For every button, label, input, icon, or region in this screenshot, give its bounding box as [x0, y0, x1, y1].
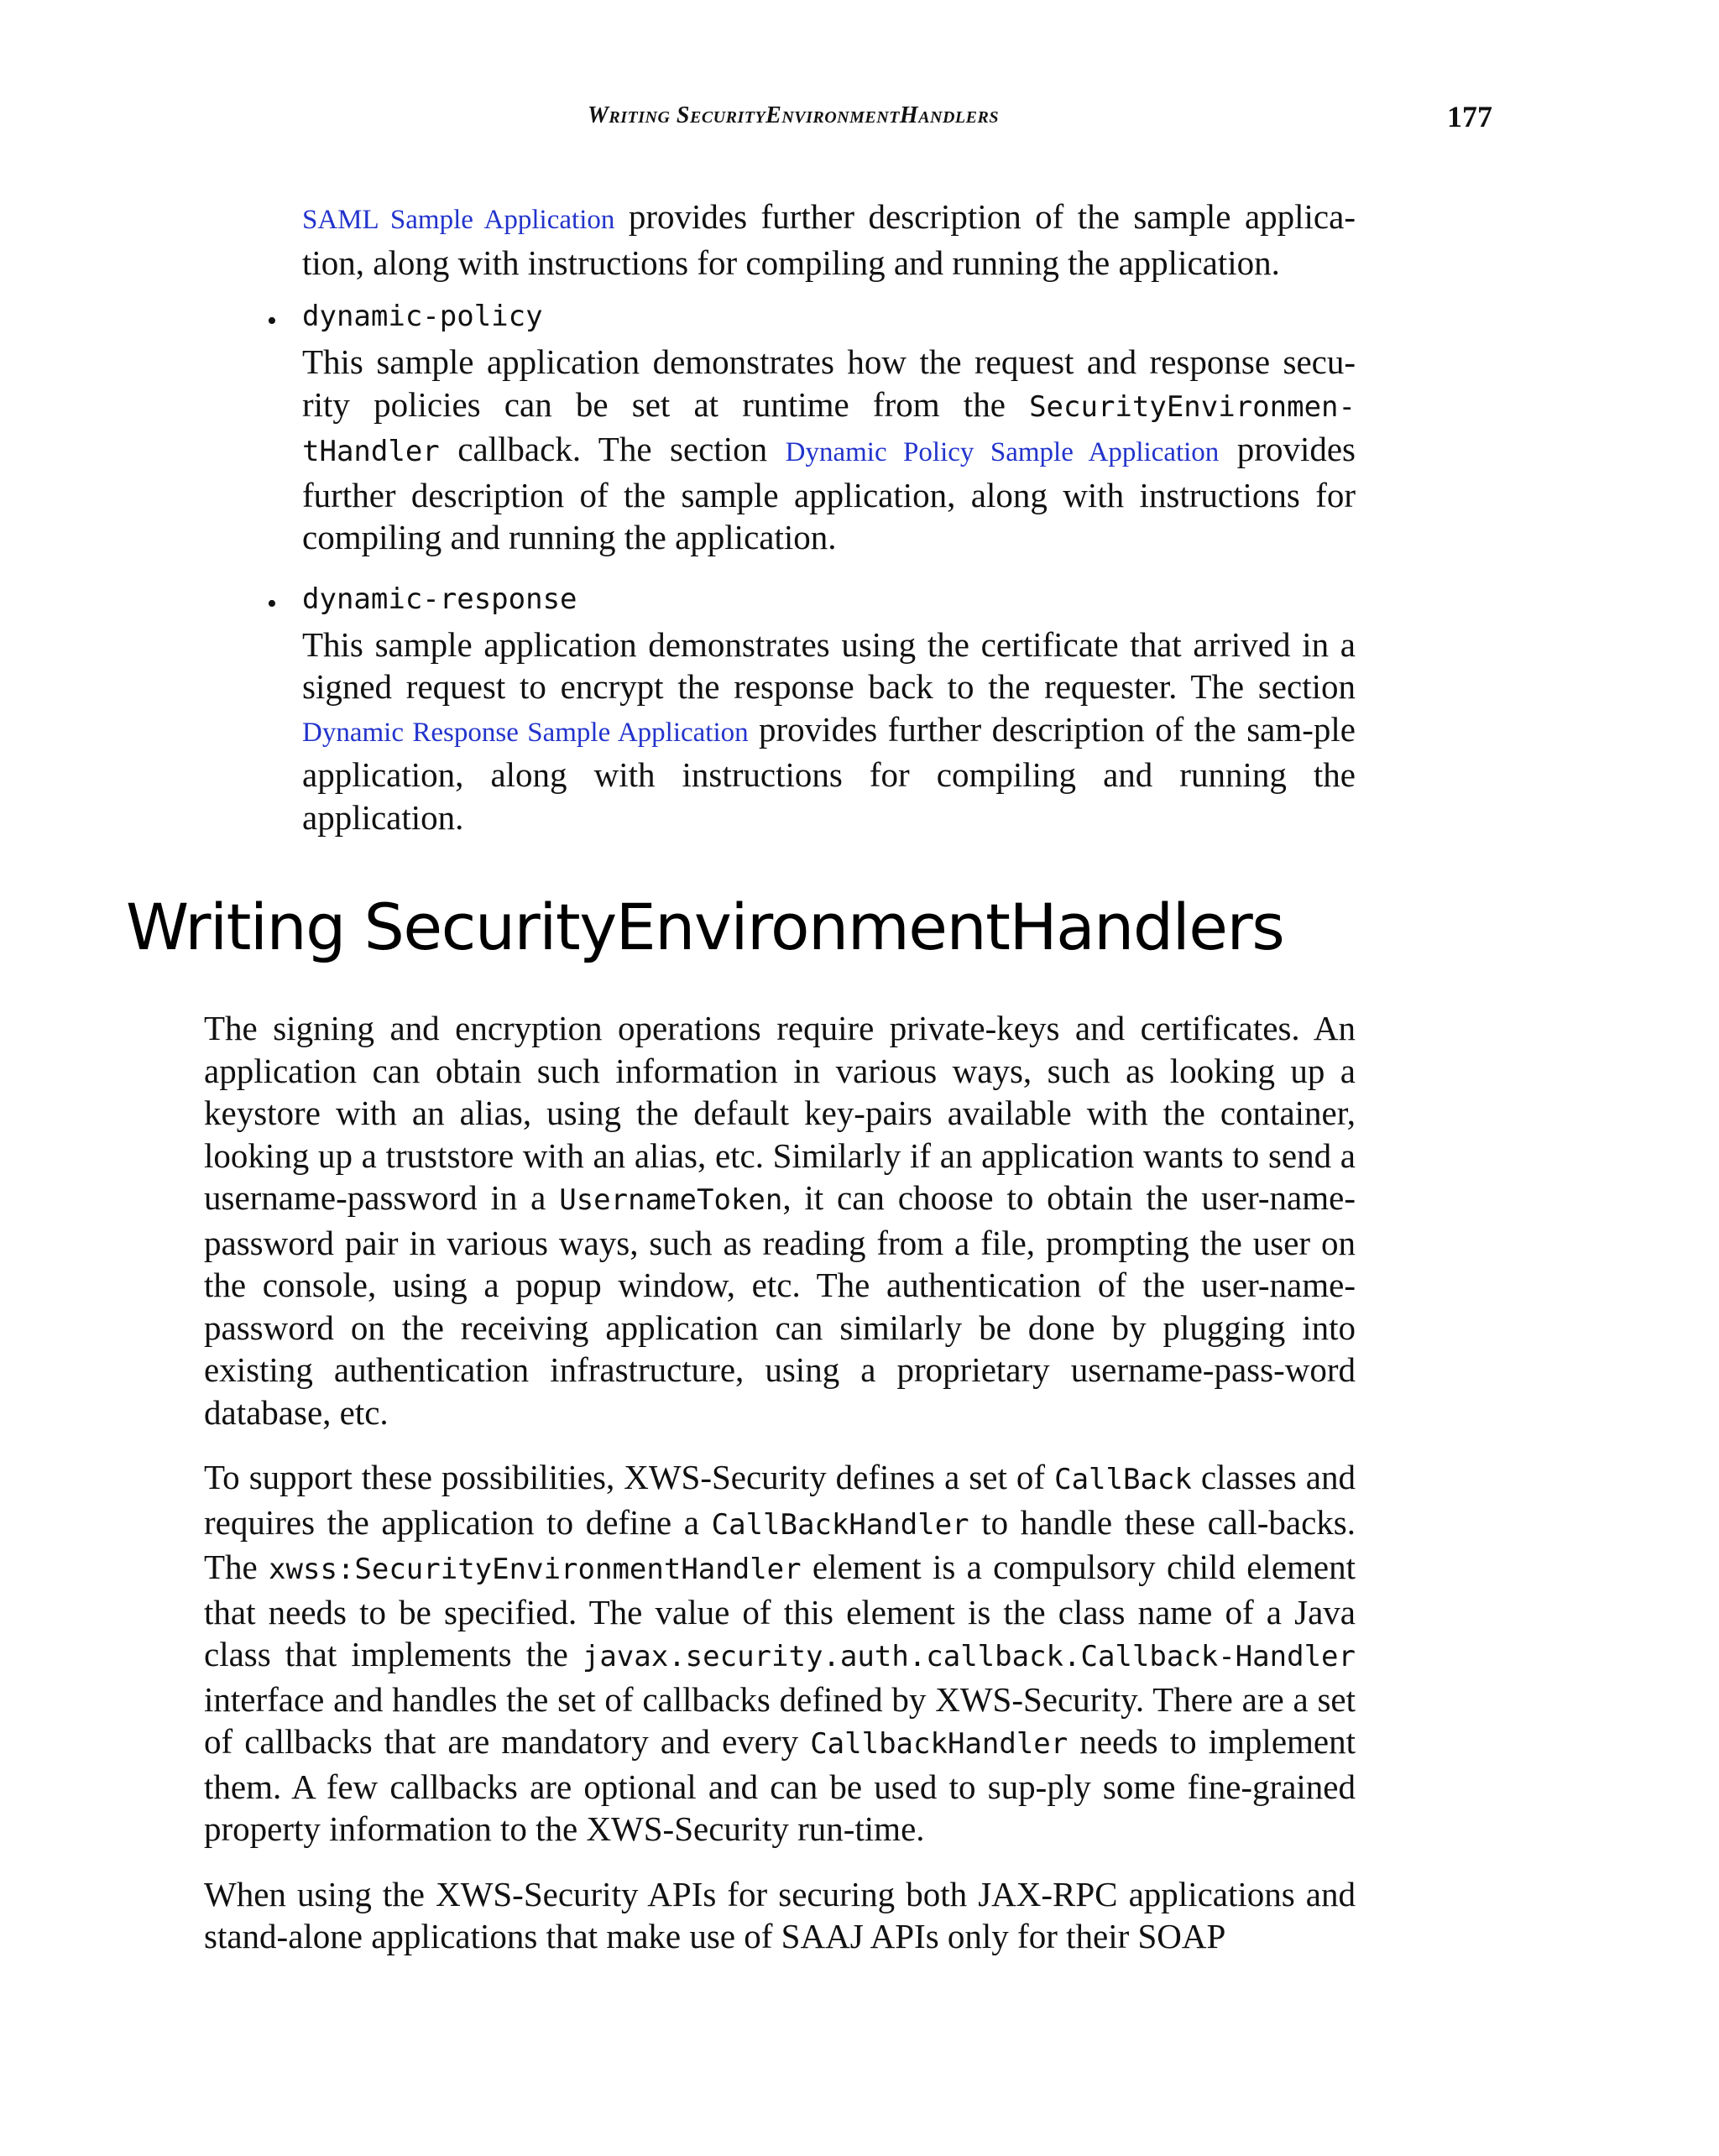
inline-code: javax.security.auth.callback.Callback-Handler [582, 1640, 1356, 1673]
inline-code: xwss:SecurityEnvironmentHandler [269, 1553, 802, 1586]
inline-code: CallBack [1054, 1463, 1192, 1496]
saml-sample-link[interactable]: SAML Sample Application [302, 205, 615, 235]
page-number: 177 [1447, 100, 1492, 133]
list-item [252, 295, 1356, 559]
intro-paragraph [302, 196, 1356, 284]
section-title: Writing SecurityEnvironmentHandlers [126, 890, 1284, 964]
inline-code: CallBackHandler [711, 1507, 969, 1542]
bullet-icon: • [267, 305, 277, 337]
inline-code: SecurityEnvironmen-tHandler [302, 389, 1356, 468]
bullet-title: dynamic-response [302, 582, 577, 616]
bullet-description: This sample application demonstrates using the certificate that arrived in a signed request to encrypt the response back to the requester. The section Dynamic Response Sample Application provides further description of the sam-ple application, along with instructions for compiling and running the application. [302, 624, 1356, 837]
inline-code: UsernameToken [559, 1183, 783, 1217]
running-head: Writing SecurityEnvironmentHandlers [588, 102, 999, 128]
paragraph: When using the XWS-Security APIs for securing both JAX-RPC applications and stand-alone applications that make use of SAAJ APIs only for their SOAP [204, 1874, 1356, 1955]
bullet-title: dynamic-policy [302, 300, 543, 333]
dynamic-response-link[interactable]: Dynamic Response Sample Application [302, 717, 749, 748]
paragraph: The signing and encryption operations require private-keys and certificates. An application can obtain such information in various ways, such as looking up a keystore with an alias, using the default key-pairs available with the container, looking up a truststore with an alias, etc. Similarly if an application wants to send a username-password in a UsernameToken, it can choose to obtain the user-name-password pair in various ways, such as reading from a file, prompting the user on the console, using a popup window, etc. The authentication of the user-name-password on the receiving application can similarly be done by plugging into existing authentication infrastructure, using a proprietary username-pass-word database, etc. [204, 1009, 1356, 1432]
intro-text: provides further description of the sample applica-tion, along with instructions for compiling and running the application. [302, 197, 1356, 282]
section-body [204, 1007, 1356, 1981]
paragraph: To support these possibilities, XWS-Security defines a set of CallBack classes and requires the application to define a CallBackHandler to handle these call-backs. The xwss:SecurityEnvironmentHandler element is a compulsory child element that needs to be specified. The value of this element is the class name of a Java class that implements the javax.security.auth.callback.Callback-Handler interface and handles the set of callbacks defined by XWS-Security. There are a set of callbacks that are mandatory and every CallbackHandler needs to implement them. A few callbacks are optional and can be used to sup-ply some fine-grained property information to the XWS-Security run-time. [204, 1458, 1356, 1848]
bullet-icon: • [267, 587, 277, 619]
list-item [252, 578, 1356, 839]
sample-list [252, 295, 1356, 858]
bullet-description: This sample application demonstrates how the request and response secu-rity policies can be set at runtime from the SecurityEnvironmen-tHandler callback. The section Dynamic Policy Sample Application provides further description of the sample application, along with instructions for compiling and running the application. [302, 342, 1356, 556]
inline-code: CallbackHandler [810, 1727, 1068, 1761]
dynamic-policy-link[interactable]: Dynamic Policy Sample Application [785, 437, 1220, 467]
